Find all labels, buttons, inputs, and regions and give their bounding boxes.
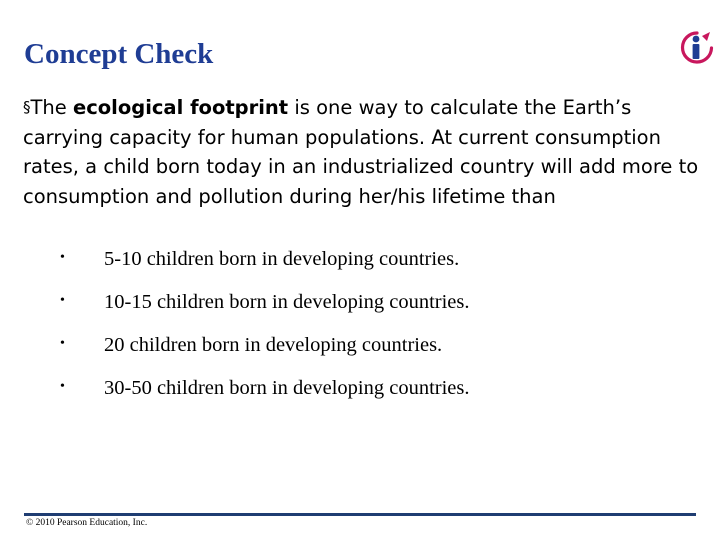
slide-title: Concept Check	[24, 38, 214, 70]
bullet-icon: •	[60, 336, 65, 351]
copyright-notice: © 2010 Pearson Education, Inc.	[26, 518, 148, 528]
answer-option-d[interactable]	[0, 373, 720, 416]
answer-option-c[interactable]	[0, 330, 720, 373]
question-text-end: is one way to calculate the Earth’s carrying capacity for human populations. At current consumption rates, a child born today in an industrialized country will add more to consumption and pollution during her/his lifetime than	[23, 96, 699, 208]
bullet-icon: •	[60, 250, 65, 265]
answer-text: 20 children born in developing countries.	[104, 334, 443, 356]
footer-divider	[24, 513, 696, 516]
answer-text: 5-10 children born in developing countries.	[104, 248, 460, 270]
question-bullet: §	[23, 98, 31, 116]
info-i-logo-icon	[680, 30, 714, 66]
answer-list	[0, 244, 720, 416]
question-emphasis: ecological footprint	[72, 96, 289, 119]
answer-text: 30-50 children born in developing countries.	[104, 377, 470, 399]
bullet-icon: •	[60, 293, 65, 308]
answer-option-a[interactable]	[0, 244, 720, 287]
answer-text: 10-15 children born in developing countries.	[104, 291, 470, 313]
question-text	[23, 93, 703, 211]
bullet-icon: •	[60, 379, 65, 394]
answer-option-b[interactable]	[0, 287, 720, 330]
question-text-start: The	[30, 96, 73, 119]
